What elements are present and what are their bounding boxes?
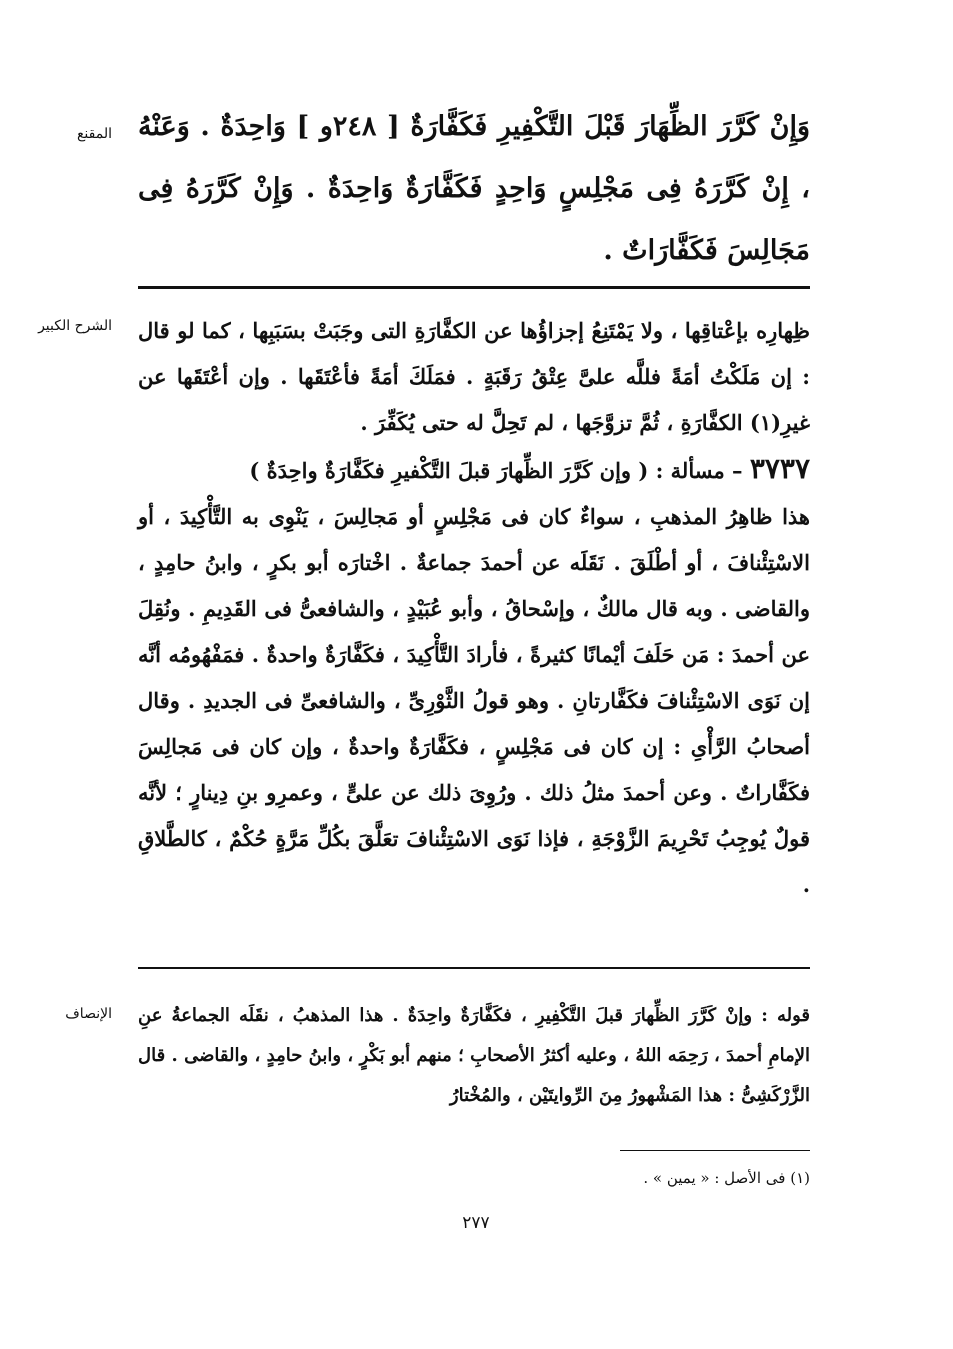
footnote: (١) فى الأصل : « يمين » . (643, 1169, 810, 1187)
sharh-label: الشرح الكبير (38, 318, 112, 334)
insaf-paragraph: قوله : وإنْ كَرَّرَ الظِّهارَ قبلَ التَّكْفِيرِ ، فكَفَّارَةٌ واحِدَةٌ . هذا المذهبُ ، نقَلَه الجماعةُ عنِ الإمامِ أحمدَ ، رَحِمَه اللهُ ، وعليه أكثرُ الأصحابِ ؛ منهم أبو بَكْرٍ ، وابنُ حامِدٍ ، والقاضى . قال الزَّرْكَشِىُّ : هذا المَشْهورُ مِنَ الرِّوايتَيْن ، والمُخْتارُ (138, 1005, 810, 1106)
page-number: ٢٧٧ (462, 1213, 490, 1233)
masala-number: ٣٧٣٧ (749, 452, 810, 485)
sharh-paragraph-1: ظِهارِه بإعْتاقِها ، ولا يَمْتَنِعُ إجزاؤُها عن الكفَّارَةِ التى وجَبَتْ بسَبَبِها ، كما لو قال : إن مَلَكْتُ أمَةً فللَّه علىَّ عِتْقُ رَقَبَةٍ . فمَلَكَ أمَةً فأعْتَقَها . وإن أعْتَقَها عن غيرِ(١) الكفَّارَةِ ، ثُمَّ تزوَّجَها ، لم تَحِلَّ له حتى يُكَفِّرَ . (138, 318, 810, 435)
muqni-text (138, 96, 810, 282)
section-divider-top (138, 286, 810, 289)
insaf-label: الإنصاف (65, 1006, 112, 1022)
footnote-divider (620, 1150, 810, 1151)
muqni-paragraph: وَإِنْ كَرَّرَ الظِّهَارَ قَبْلَ التَّكْفِيرِ فَكَفَّارَةٌ [ ٢٤٨و ] وَاحِدَةٌ . وَعَنْهُ ، إِنْ كَرَّرَهُ فِى مَجْلِسٍ وَاحِدٍ فَكَفَّارَةٌ وَاحِدَةٌ . وَإِنْ كَرَّرَهُ فِى مَجَالِسَ فَكَفَّارَاتٌ . (138, 111, 810, 266)
masala-heading (138, 446, 810, 494)
sharh-text (138, 308, 810, 908)
muqni-label: المقنع (76, 126, 112, 142)
masala-title: – مسألة : ( وإن كَرَّرَ الظِّهارَ قبلَ التَّكْفيرِ فكَفَّارَةٌ واحِدَةٌ ) (249, 458, 743, 483)
section-divider-bottom (138, 967, 810, 969)
sharh-paragraph-2: هذا ظاهِرُ المذهبِ ، سواءٌ كان فى مَجْلِسٍ أو مَجالِسَ ، يَنْوِى به التَّأْكِيدَ ، أو الاسْتِئْنافَ ، أو أطْلَقَ . نَقَلَه عن أحمدَ جماعةٌ . اخْتارَه أبو بكرٍ ، وابنُ حامِدٍ ، والقاضى . وبه قال مالكٌ ، وإسْحاقُ ، وأبو عُبَيْدٍ ، والشافعىُّ فى القَدِيمِ . ونُقِلَ عن أحمدَ : مَن حَلَفَ أيْمانًا كثيرةً ، فأرادَ التَّأْكِيدَ ، فكَفَّارَةٌ واحدةٌ . فمَفْهُومُه أنَّه إن نَوَى الاسْتِئْنافَ فكَفَّارتانِ . وهو قولُ الثَّوْرِىِّ ، والشافعىِّ فى الجديدِ . وقال أصحابُ الرَّأْىِ : إن كان فى مَجْلِسٍ ، فكَفَّارَةٌ واحدةٌ ، وإن كان فى مَجالِسَ فكَفَّاراتٌ . وعن أحمدَ مثلُ ذلك . ورُوِىَ ذلك عن علىٍّ ، وعمرِو بنِ دِينارٍ ؛ لأنَّه قولٌ يُوجِبُ تَحْرِيمَ الزَّوْجَةِ ، فإذا نَوَى الاسْتِئْنافَ تعَلَّقَ بكُلِّ مَرَّةٍ حُكْمٌ ، كالطَّلاقِ . (138, 504, 810, 897)
insaf-text (138, 996, 810, 1116)
